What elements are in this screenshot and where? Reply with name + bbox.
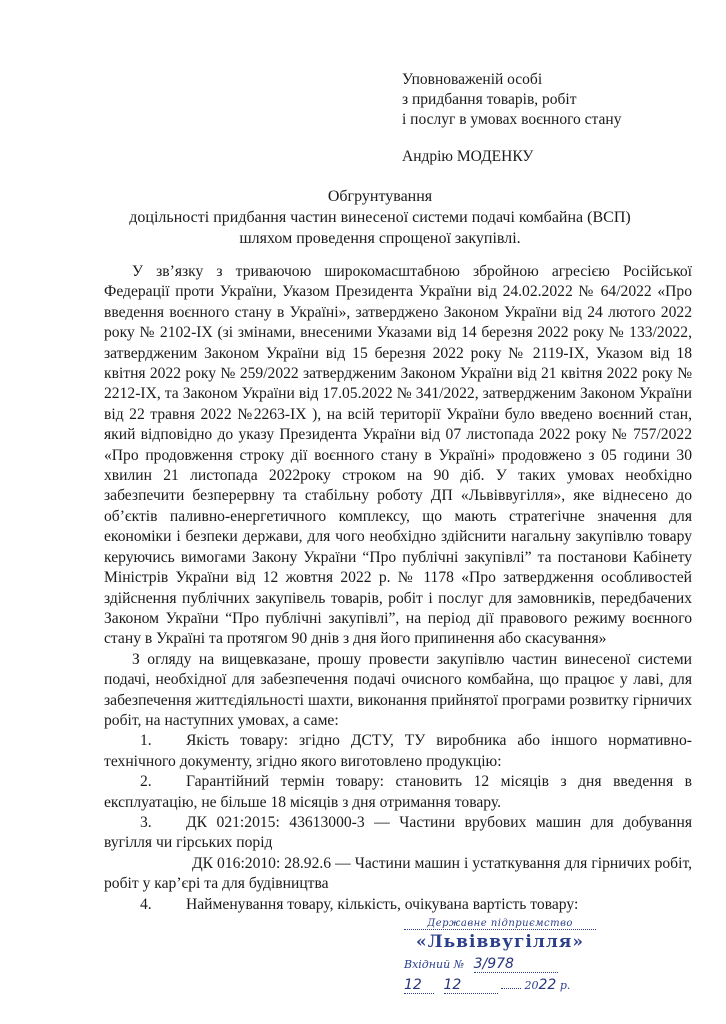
stamp-incoming-number: 3/978 bbox=[474, 956, 558, 973]
title-line-3: шляхом проведення спрощеної закупівлі. bbox=[239, 230, 521, 247]
stamp-incoming-number-row bbox=[404, 956, 596, 973]
list-item-text: Гарантійний термін товару: становить 12 місяців з дня введення в експлуатацію, не більше 18 місяців з дня отримання товару. bbox=[104, 773, 692, 811]
title-line-1: Обгрунтування bbox=[327, 188, 433, 205]
incoming-registration-stamp bbox=[404, 918, 596, 1006]
stamp-enterprise-type: Державне підприємство bbox=[404, 918, 596, 930]
document-body bbox=[104, 262, 692, 915]
stamp-year-suffix: 22 bbox=[538, 977, 557, 993]
body-paragraph-1: У зв’язку з триваючою широкомасштабною збройною агресією Російської Федерації проти України, Указом Президента України від 24.02.2022 № 64/2022 «Про введення воєнного стану в Україні», затверджено Законом України від 24 лютого 2022 року № 2102-IX (зі змінами, внесеними Указами від 14 березня 2022 року № 133/2022, затвердженим Законом України від 15 березня 2022 року № 2119-IX, Указом від 18 квітня 2022 року № 259/2022 затвердженим Законом України від 21 квітня 2022 року № 2212-IX, та Законом України від 17.05.2022 № 341/2022, затвердженим Законом України від 22 травня 2022 №2263-IX ), на всій території України було введено воєнний стан, який відповідно до указу Президента України від 07 листопада 2022 року № 757/2022 «Про продовження строку дії воєнного стану в Україні» продовжено з 05 години 30 хвилин 21 листопада 2022року строком на 90 діб. У таких умовах необхідно забезпечити безперервну та стабільну роботу ДП «Львіввугілля», яке віднесено до об’єктів паливно-енергетичного комплексу, що мають стратегічне значення для економіки і безпеки держави, для чого необхідно здійснити нагальну закупівлю товару керуючись вимогами Закону України “Про публічні закупівлі” та постанови Кабінету Міністрів України від 12 жовтня 2022 р. № 1178 «Про затвердження особливостей здійснення публічних закупівель товарів, робіт і послуг для замовників, передбачених Законом України “Про публічні закупівлі”, на період дії правового режиму воєнного стану в Україні та протягом 90 днів з дня його припинення або скасування» bbox=[104, 263, 692, 648]
list-item-4 bbox=[104, 895, 692, 915]
addressee-line-3: і послуг в умовах воєнного стану bbox=[402, 111, 622, 128]
stamp-date-gap bbox=[501, 988, 521, 989]
addressee-name: Андрію МОДЕНКУ bbox=[402, 148, 534, 165]
list-item-3 bbox=[104, 813, 692, 854]
list-item-text: ДК 021:2015: 43613000-3 — Частини врубових машин для добування вугілля чи гірських порід bbox=[104, 813, 692, 852]
stamp-organization-name: «Львіввугілля» bbox=[415, 932, 584, 952]
list-item-number: 3. bbox=[140, 813, 152, 831]
stamp-year-prefix: 20 bbox=[524, 979, 539, 992]
list-item-2 bbox=[104, 772, 692, 813]
dk-classification-line: ДК 016:2010: 28.92.6 — Частини машин і устаткування для гірничих робіт, робіт у кар’єрі та для будівництва bbox=[104, 854, 692, 893]
stamp-incoming-label: Вхідний № bbox=[404, 958, 465, 971]
stamp-date-row bbox=[404, 977, 596, 994]
addressee-line-2: з придбання товарів, робіт bbox=[402, 91, 577, 108]
list-item-1 bbox=[104, 731, 692, 772]
stamp-date-month: 12 bbox=[444, 977, 498, 994]
list-item-text: Якість товару: згідно ДСТУ, ТУ виробника або іншого нормативно-технічного документу, згідно якого виготовлено продукцію: bbox=[104, 732, 692, 770]
addressee-block bbox=[402, 70, 621, 130]
list-item-number: 1. bbox=[140, 732, 152, 750]
list-item-number: 2. bbox=[140, 773, 152, 791]
title-line-2: доцільності придбання частин винесеної системи подачі комбайна (ВСП) bbox=[129, 209, 631, 226]
stamp-date-day: 12 bbox=[404, 977, 434, 994]
addressee-line-1: Уповноваженій особі bbox=[402, 71, 543, 88]
document-title bbox=[80, 186, 680, 249]
list-item-number: 4. bbox=[140, 895, 152, 913]
stamp-year-unit: р. bbox=[559, 979, 571, 992]
list-item-text: Найменування товару, кількість, очікувана вартість товару: bbox=[186, 895, 579, 913]
body-paragraph-2: З огляду на вищевказане, прошу провести закупівлю частин винесеної системи подачі, необхідної для забезпечення подачі очисного комбайна, що працює у лаві, для забезпечення життєдіяльності шахти, виконання прийнятої програми розвитку гірничих робіт, на наступних умовах, а саме: bbox=[104, 650, 692, 729]
